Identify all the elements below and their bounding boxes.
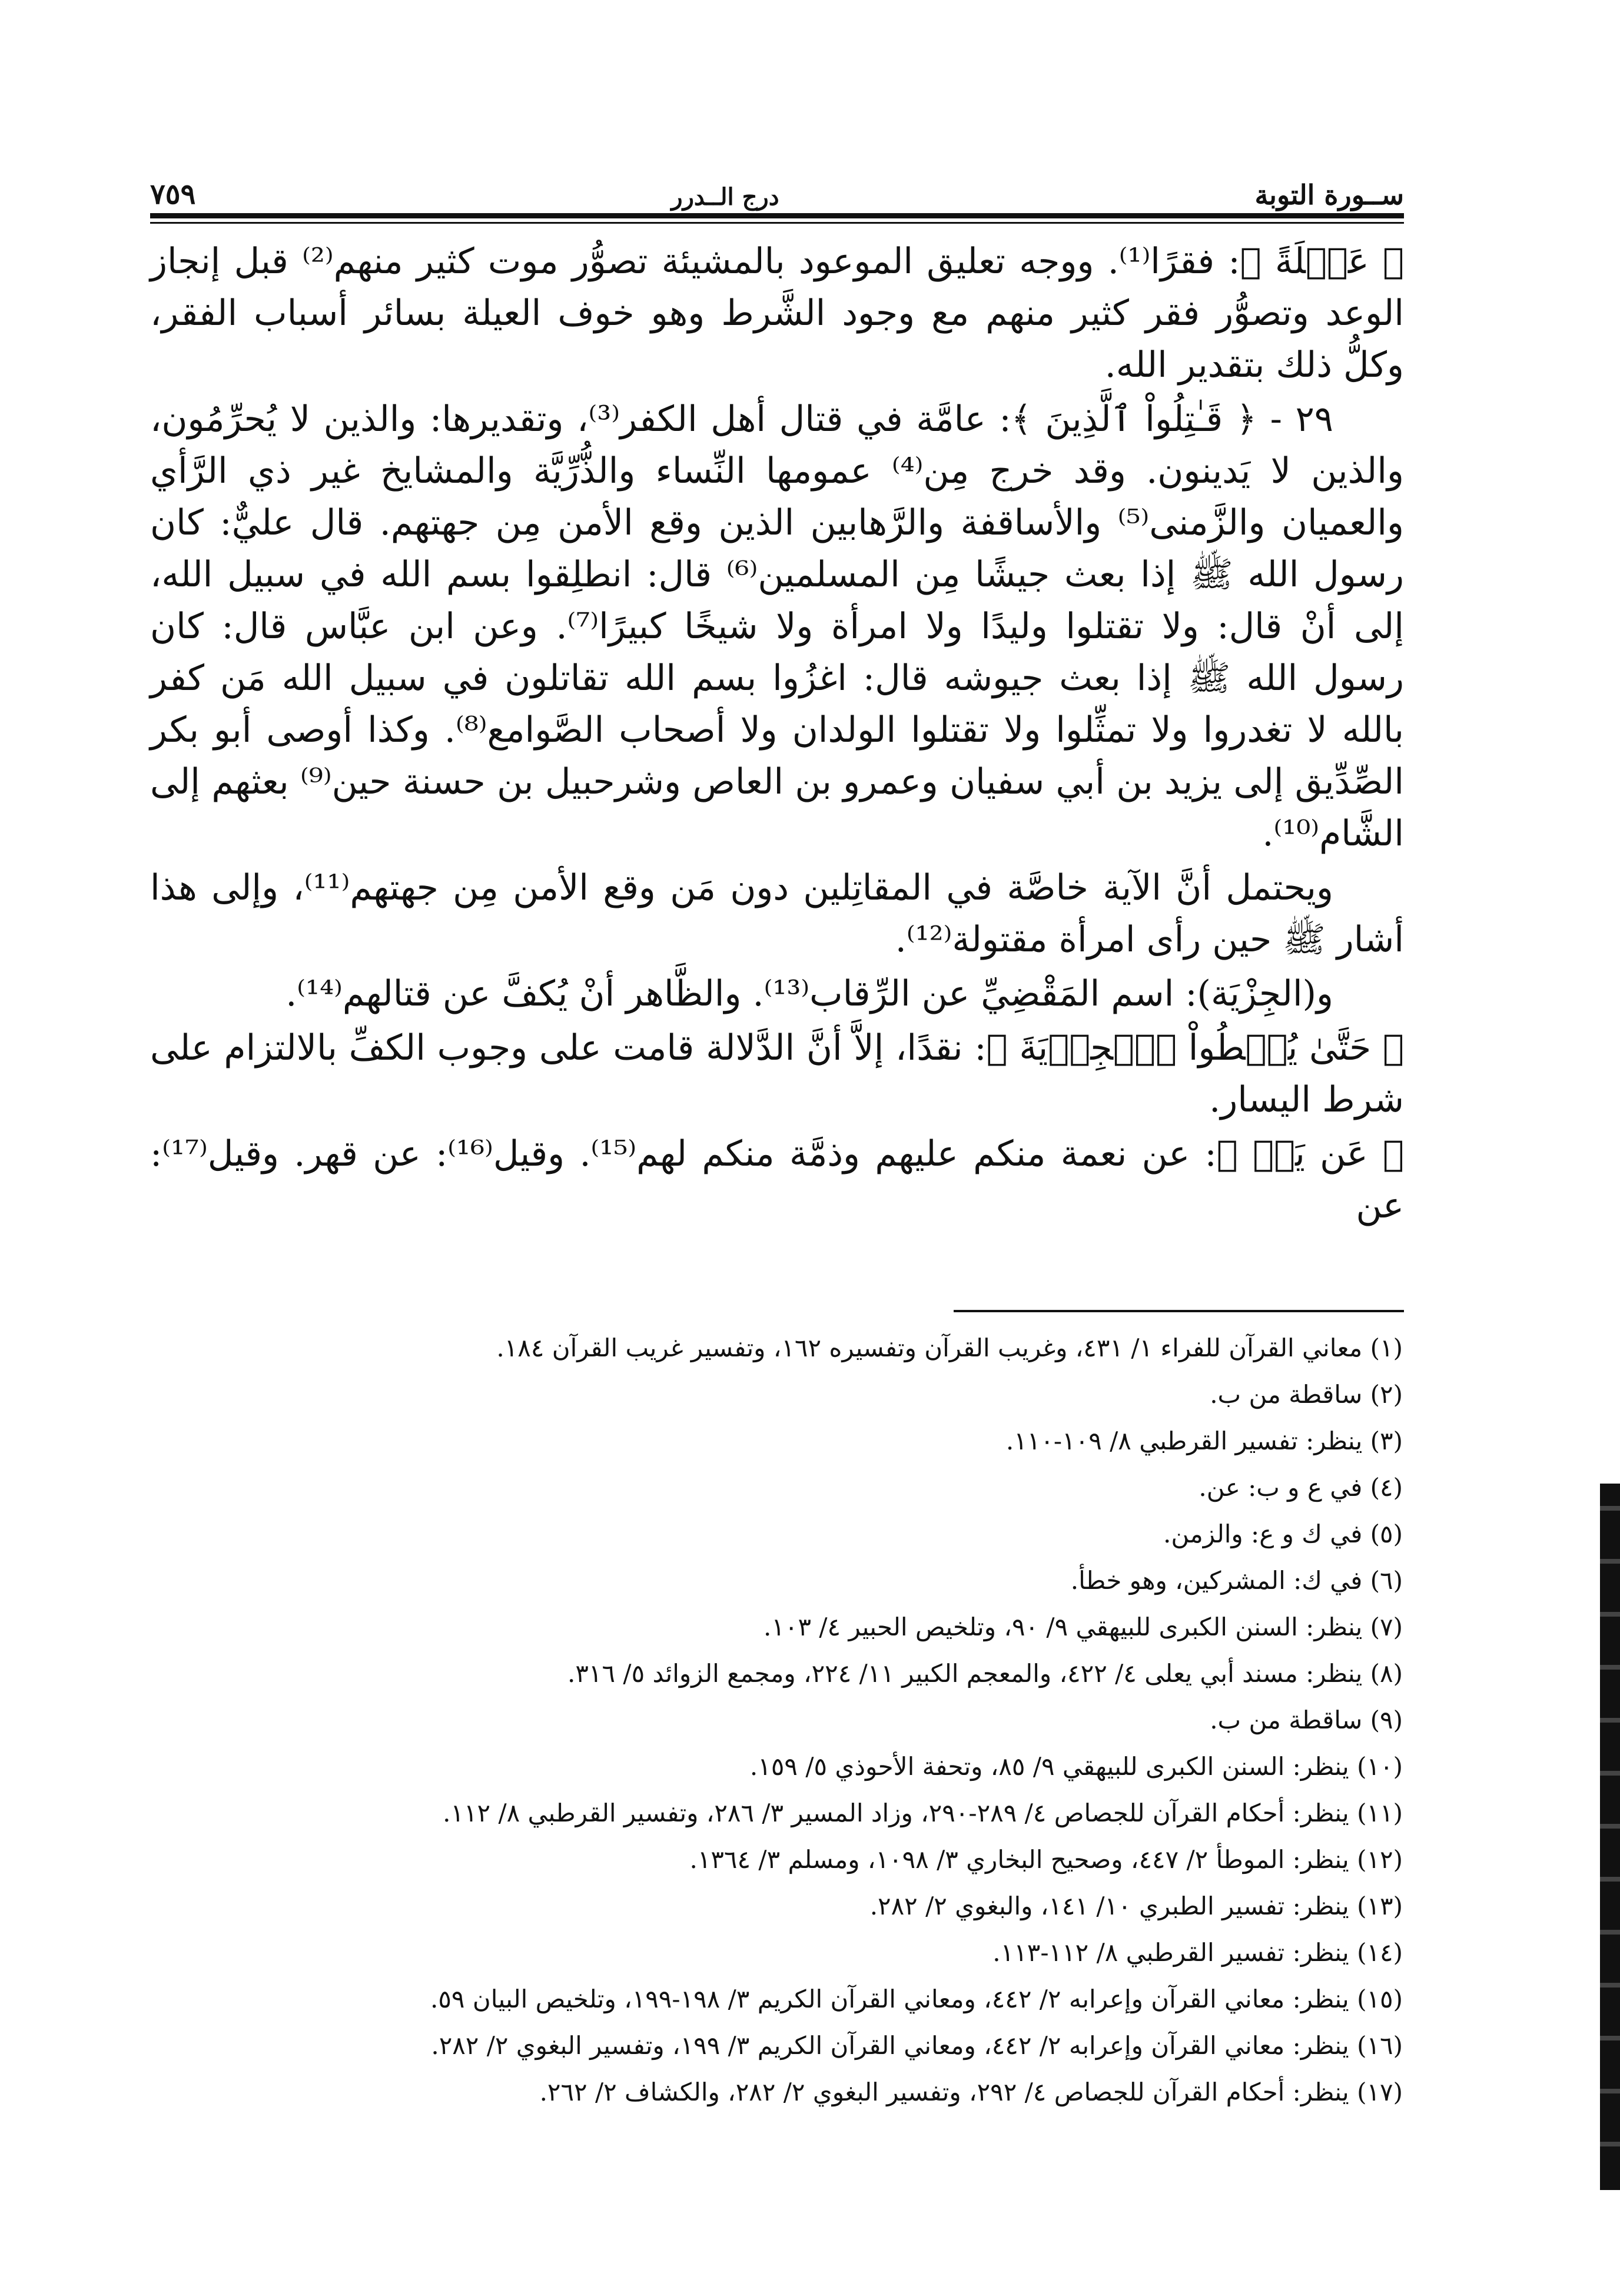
- paragraph: و(الجِزْيَة): اسم المَقْضِيِّ عن الرِّقاب⁽¹³⁾. والظَّاهر أنْ يُكفَّ عن قتالهم⁽¹⁴⁾.: [286, 973, 1333, 1014]
- footnote: (١٥) ينظر: معاني القرآن وإعرابه ٢/ ٤٤٢، ومعاني القرآن الكريم ٣/ ١٩٨-١٩٩، وتلخيص البيان ٥٩.: [430, 1985, 1403, 2013]
- footnote: (٨) ينظر: مسند أبي يعلى ٤/ ٤٢٢، والمعجم الكبير ١١/ ٢٢٤، ومجمع الزوائد ٥/ ٣١٦.: [567, 1659, 1403, 1688]
- paragraph: ٢٩ - ﴿ قَـٰتِلُواْ ٱلَّذِينَ ﴾: عامَّة في قتال أهل الكفر⁽³⁾، وتقديرها: والذين لا يُحرِّمُون، والذين لا يَدينون. وقد خرج مِن⁽⁴⁾ عمومها النِّساء والذُّرِّيَّة والمشايخ غير ذي الرَّأي والعميان والزَّمنى⁽⁵⁾ والأساقفة والرَّهابين الذين وقع الأمن مِن جهتهم. قال عليٌّ: كان رسول الله ﷺ إذا بعث جيشًا مِن المسلمين⁽⁶⁾ قال: انطلِقوا بسم الله في سبيل الله، إلى أنْ قال: ولا تقتلوا وليدًا ولا امرأة ولا شيخًا كبيرًا⁽⁷⁾. وعن ابن عبَّاس قال: كان رسول الله ﷺ إذا بعث جيوشه قال: اغزُوا بسم الله تقاتلون في سبيل الله مَن كفر بالله لا تغدروا ولا تمثِّلوا ولا تقتلوا الولدان ولا أصحاب الصَّوامع⁽⁸⁾. وكذا أوصى أبو بكر الصِّدِّيق إلى يزيد بن أبي سفيان وعمرو بن العاص وشرحبيل بن حسنة حين⁽⁹⁾ بعثهم إلى الشَّام⁽¹⁰⁾.: [150, 399, 1404, 854]
- footnote: (١٠) ينظر: السنن الكبرى للبيهقي ٩/ ٨٥، وتحفة الأحوذي ٥/ ١٥٩.: [749, 1752, 1403, 1781]
- footnote: (٤) في ع و ب: عن.: [1199, 1473, 1403, 1502]
- footnote: (١٣) ينظر: تفسير الطبري ١٠/ ١٤١، والبغوي ٢/ ٢٨٢.: [869, 1892, 1403, 1920]
- paragraph: ويحتمل أنَّ الآية خاصَّة في المقاتِلين دون مَن وقع الأمن مِن جهتهم⁽¹¹⁾، وإلى هذا أشار ﷺ حين رأى امرأة مقتولة⁽¹²⁾.: [150, 867, 1404, 960]
- paragraph: ﴿ حَتَّىٰ يُعۡطُواْ ٱلۡجِزۡيَةَ ﴾: نقدًا، إلاَّ أنَّ الدَّلالة قامت على وجوب الكفِّ بالالتزام على شرط اليسار.: [150, 1027, 1404, 1120]
- paragraph: ﴿ عَيۡلَةً ﴾: فقرًا⁽¹⁾. ووجه تعليق الموعود بالمشيئة تصوُّر موت كثير منهم⁽²⁾ قبل إنجاز الوعد وتصوُّر فقر كثير منهم مع وجود الشَّرط وهو خوف العيلة بسائر أسباب الفقر، وكلُّ ذلك بتقدير الله.: [150, 241, 1404, 386]
- footnote: (١١) ينظر: أحكام القرآن للجصاص ٤/ ٢٨٩-٢٩٠، وزاد المسير ٣/ ٢٨٦، وتفسير القرطبي ٨/ ١١٢.: [443, 1799, 1403, 1827]
- header-rule-thin: [150, 222, 1404, 224]
- footnote: (٩) ساقطة من ب.: [1210, 1706, 1403, 1734]
- footnote: (٢) ساقطة من ب.: [1210, 1380, 1403, 1409]
- footnote: (١) معاني القرآن للفراء ١/ ٤٣١، وغريب القرآن وتفسيره ١٦٢، وتفسير غريب القرآن ١٨٤.: [496, 1333, 1403, 1362]
- footnote: (١٢) ينظر: الموطأ ٢/ ٤٤٧، وصحيح البخاري ٣/ ١٠٩٨، ومسلم ٣/ ١٣٦٤.: [689, 1845, 1403, 1874]
- book-title: درج الــدرر: [671, 183, 779, 211]
- footnote: (٥) في ك و ع: والزمن.: [1163, 1519, 1403, 1548]
- footnote: (٧) ينظر: السنن الكبرى للبيهقي ٩/ ٩٠، وتلخيص الحبير ٤/ ١٠٣.: [763, 1612, 1403, 1641]
- footnote: (٦) في ك: المشركين، وهو خطأ.: [1070, 1566, 1403, 1595]
- main-text: [150, 235, 1404, 1234]
- footnote: (١٧) ينظر: أحكام القرآن للجصاص ٤/ ٢٩٢، وتفسير البغوي ٢/ ٢٨٢، والكشاف ٢/ ٢٦٢.: [539, 2078, 1403, 2106]
- footnote: (١٦) ينظر: معاني القرآن وإعرابه ٢/ ٤٤٢، ومعاني القرآن الكريم ٣/ ١٩٩، وتفسير البغوي ٢/ ٢٨٢.: [431, 2031, 1403, 2060]
- page-header: [150, 158, 1404, 211]
- header-rule-thick: [150, 213, 1404, 218]
- footnote: (٣) ينظر: تفسير القرطبي ٨/ ١٠٩-١١٠.: [1005, 1426, 1403, 1455]
- footnotes: [150, 1325, 1404, 2115]
- page-number: ٧٥٩: [150, 178, 196, 211]
- footnote: (١٤) ينظر: تفسير القرطبي ٨/ ١١٢-١١٣.: [992, 1938, 1403, 1967]
- paragraph: ﴿ عَن يَدٖ ﴾: عن نعمة منكم عليهم وذمَّة منكم لهم⁽¹⁵⁾. وقيل⁽¹⁶⁾: عن قهر. وقيل⁽¹⁷⁾: عن: [150, 1133, 1404, 1226]
- footnote-separator: [954, 1310, 1404, 1312]
- page-edge-mark: [1600, 1484, 1620, 2190]
- surah-title: ســورة التوبة: [1254, 179, 1404, 211]
